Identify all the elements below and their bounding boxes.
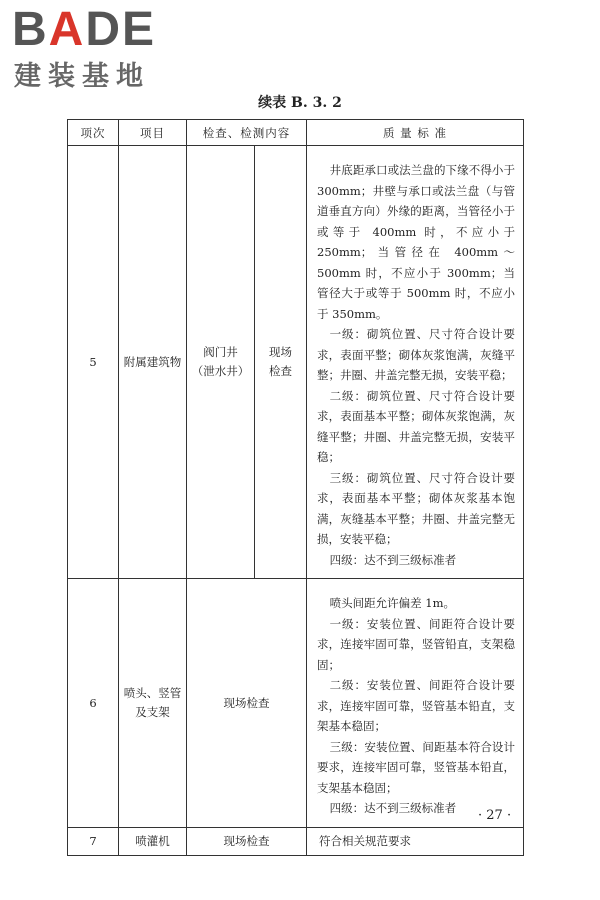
standard-paragraph: 四级：达不到三级标准者: [329, 552, 457, 567]
header-standard: 质 量 标 准: [307, 120, 524, 146]
row-item: 附属建筑物: [119, 146, 187, 579]
row-standard: [307, 146, 524, 579]
page-number: · 27 ·: [478, 808, 512, 823]
standard-paragraph: 喷头间距允许偏差 1m。: [329, 596, 456, 610]
standard-paragraph: 二级：安装位置、间距符合设计要求，连接牢固可靠，竖管基本铅直，支架基本稳固；: [317, 678, 515, 733]
row-check: 现场检查: [187, 579, 307, 828]
row-index: 7: [68, 827, 119, 855]
standard-paragraph: 三级：砌筑位置、尺寸符合设计要求，表面基本平整；砌体灰浆基本饱满，灰缝基本平整；井圈、井盖完整无损，安装平稳；: [317, 470, 515, 546]
row-check-method: 现场 检查: [255, 146, 307, 579]
row-item: 喷灌机: [119, 827, 187, 855]
standard-paragraph: 三级：安装位置、间距基本符合设计要求，连接牢固可靠，竖管基本铅直，支架基本稳固；: [317, 739, 515, 795]
quality-standard-table: [67, 119, 524, 856]
standard-paragraph: 二级：砌筑位置、尺寸符合设计要求，表面基本平整；砌体灰浆饱满，灰缝平整；井圈、井盖完整无损，安装平稳；: [317, 388, 515, 464]
table-row: [68, 827, 524, 855]
table-row: [68, 146, 524, 579]
row-index: 5: [68, 146, 119, 579]
header-item: 项目: [119, 120, 187, 146]
standard-paragraph: 一级：安装位置、间距符合设计要求，连接牢固可靠，竖管铅直，支架稳固；: [317, 616, 515, 672]
header-row: [68, 120, 524, 146]
table-row: [68, 579, 524, 828]
row-check: 现场检查: [187, 827, 307, 855]
row-check-object: 阀门井 （泄水井）: [187, 146, 255, 579]
standard-paragraph: 井底距承口或法兰盘的下缘不得小于300mm；井壁与承口或法兰盘（与管道垂直方向）外缘的距离，当管径小于或等于 400mm 时，不应小于 250mm；当管径在 400mm～500mm 时，不应小于 300mm；当管径大于或等于 500mm 时，不应小于 350mm。: [317, 163, 515, 321]
row-standard: 符合相关规范要求: [307, 827, 524, 855]
row-standard: [307, 579, 524, 828]
table-title: 续表 B. 3. 2: [258, 95, 342, 111]
logo-subtitle: 建装基地: [14, 61, 150, 92]
row-item: 喷头、竖管 及支架: [119, 579, 187, 828]
standard-paragraph: 一级：砌筑位置、尺寸符合设计要求，表面平整；砌体灰浆饱满，灰缝平整；井圈、井盖完整无损，安装平稳；: [317, 327, 515, 382]
row-index: 6: [68, 579, 119, 828]
standard-paragraph: 四级：达不到三级标准者: [329, 801, 457, 815]
header-index: 项次: [68, 120, 119, 146]
brand-logo: [12, 4, 182, 94]
logo-wordmark: BADE: [12, 3, 157, 56]
header-check: 检查、检测内容: [187, 120, 307, 146]
